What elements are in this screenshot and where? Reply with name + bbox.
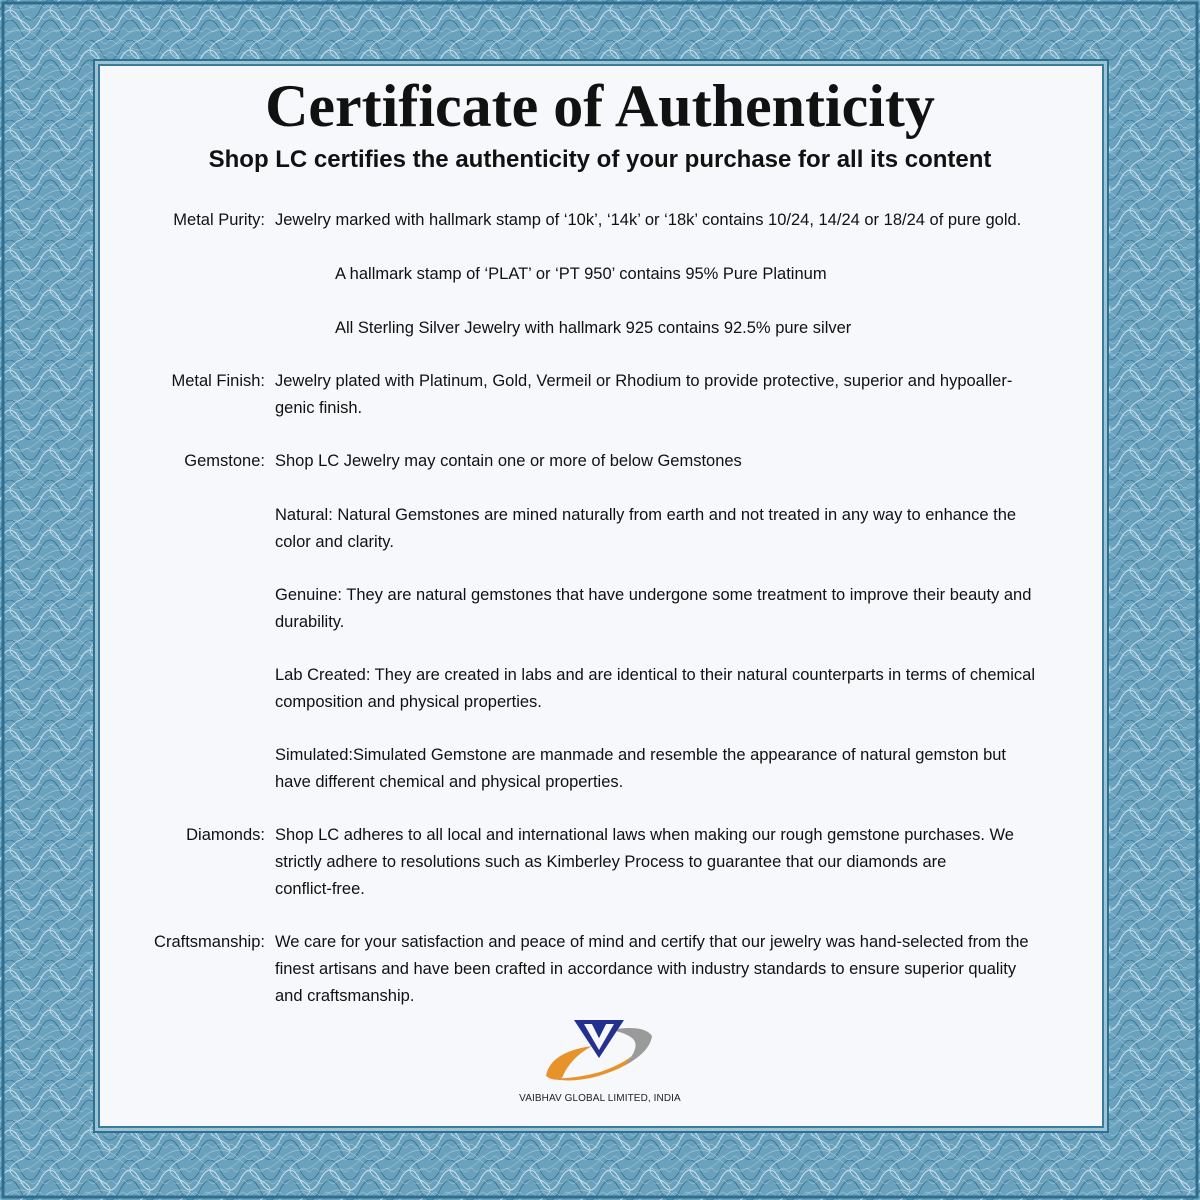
diamonds-text-line2: strictly adhere to resolutions such as Kimberley Process to guarantee that our diamonds are [275, 853, 947, 871]
metal-purity-silver: All Sterling Silver Jewelry with hallmark 925 contains 92.5% pure silver [335, 319, 852, 337]
gemstone-simulated-line2: have different chemical and physical properties. [275, 773, 624, 791]
gemstone-lab-line2: composition and physical properties. [275, 693, 542, 711]
certificate-title: Certificate of Authenticity [265, 73, 935, 139]
certificate-subtitle: Shop LC certifies the authenticity of your purchase for all its content [208, 146, 992, 173]
gemstone-genuine-line1: Genuine: They are natural gemstones that have undergone some treatment to improve their beauty and [275, 586, 1032, 604]
craftsmanship-text-line2: finest artisans and have been crafted in accordance with industry standards to ensure superior quality [275, 960, 1017, 978]
craftsmanship-text-line1: We care for your satisfaction and peace of mind and certify that our jewelry was hand-selected from the [275, 933, 1029, 951]
metal-purity-text: Jewelry marked with hallmark stamp of ‘10k’, ‘14k’ or ‘18k’ contains 10/24, 14/24 or 18/24 of pure gold. [275, 211, 1022, 229]
vaibhav-diamond-logo-icon [540, 1016, 658, 1088]
craftsmanship-label: Craftsmanship: [154, 933, 265, 951]
logo-caption: VAIBHAV GLOBAL LIMITED, INDIA [519, 1093, 681, 1104]
gemstone-simulated-line1: Simulated:Simulated Gemstone are manmade and resemble the appearance of natural gemston but [275, 746, 1007, 764]
diamonds-text-line3: conflict-free. [275, 880, 365, 898]
diamonds-label: Diamonds: [186, 826, 265, 844]
gemstone-natural-line2: color and clarity. [275, 533, 394, 551]
gemstone-natural-line1: Natural: Natural Gemstones are mined naturally from earth and not treated in any way to enhance the [275, 506, 1017, 524]
gemstone-intro: Shop LC Jewelry may contain one or more of below Gemstones [275, 452, 742, 470]
metal-purity-platinum: A hallmark stamp of ‘PLAT’ or ‘PT 950’ contains 95% Pure Platinum [335, 265, 827, 283]
craftsmanship-text-line3: and craftsmanship. [275, 987, 415, 1005]
metal-finish-label: Metal Finish: [171, 372, 265, 390]
gemstone-lab-line1: Lab Created: They are created in labs and are identical to their natural counterparts in terms of chemical [275, 666, 1036, 684]
metal-purity-label: Metal Purity: [173, 211, 265, 229]
gemstone-label: Gemstone: [184, 452, 265, 470]
metal-finish-text-line2: genic finish. [275, 399, 363, 417]
gemstone-genuine-line2: durability. [275, 613, 345, 631]
diamonds-text-line1: Shop LC adheres to all local and international laws when making our rough gemstone purchases. We [275, 826, 1014, 844]
metal-finish-text-line1: Jewelry plated with Platinum, Gold, Vermeil or Rhodium to provide protective, superior and hypoaller- [275, 372, 1013, 390]
